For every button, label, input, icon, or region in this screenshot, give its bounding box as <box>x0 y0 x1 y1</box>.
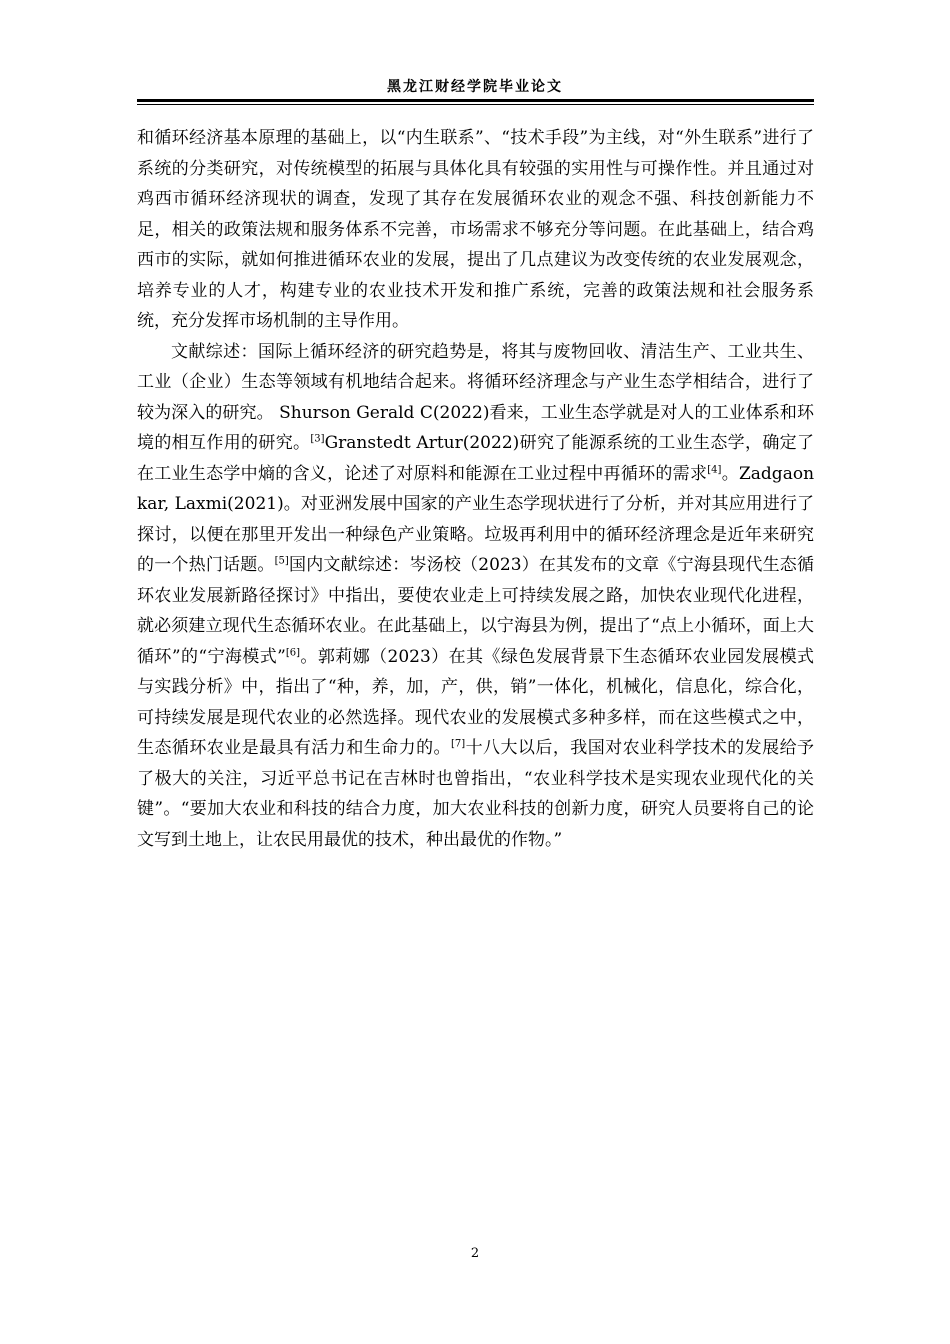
paragraph-2 <box>137 337 814 856</box>
paragraph-1: 和循环经济基本原理的基础上，以“内生联系”、“技术手段”为主线，对“外生联系”进行了系统的分类研究，对传统模型的拓展与具体化具有较强的实用性与可操作性。并且通过对鸡西市循环经济现状的调查，发现了其存在发展循环农业的观念不强、科技创新能力不足，相关的政策法规和服务体系不完善，市场需求不够充分等问题。在此基础上，结合鸡西市的实际，就如何推进循环农业的发展，提出了几点建议为改变传统的农业发展观念，培养专业的人才，构建专业的农业技术开发和推广系统，完善的政策法规和社会服务系统，充分发挥市场机制的主导作用。 <box>137 128 814 331</box>
citation-6: [6] <box>285 646 301 658</box>
header-title: 黑龙江财经学院毕业论文 <box>387 79 563 95</box>
citation-3: [3] <box>310 433 325 445</box>
p2-text-6: 十八大以后，我国对农业科学技术的发展给予了极大的关注，习近平总书记在吉林时也曾指出，“农业科学技术是实现农业现代化的关键”。“要加大农业和科技的结合力度，加大农业科技的创新力度，研究人员要将自己的论文写到土地上，让农民用最优的技术，种出最优的作物。” <box>137 738 815 850</box>
header-rule-thick <box>137 99 814 102</box>
citation-4: [4] <box>707 463 722 475</box>
p2-text-5: 。郭莉娜（2023）在其《绿色发展背景下生态循环农业园发展模式与实践分析》中，指出了“种，养，加，产，供，销”一体化，机械化，信息化，综合化，可持续发展是现代农业的必然选择。现代农业的发展模式多种多样，而在这些模式之中，生态循环农业是最具有活力和生命力的。 <box>137 646 814 758</box>
page-number: 2 <box>470 1246 480 1261</box>
header-rule-thin <box>137 104 814 105</box>
citation-5: [5] <box>274 555 289 567</box>
p2-text-4: 国内文献综述：岑汤校（2023）在其发布的文章《宁海县现代生态循环农业发展新路径探讨》中指出，要使农业走上可持续发展之路，加快农业现代化进程，就必须建立现代生态循环农业。在此基础上，以宁海县为例，提出了“点上小循环，面上大循环”的“宁海模式” <box>137 555 815 667</box>
p2-text-2: Granstedt Artur(2022)研究了能源系统的工业生态学，确定了在工业生态学中熵的含义，论述了对原料和能源在工业过程中再循环的需求 <box>137 433 815 484</box>
p2-text-1: 文献综述：国际上循环经济的研究趋势是，将其与废物回收、清洁生产、工业共生、工业（企业）生态等领域有机地结合起来。将循环经济理念与产业生态学相结合，进行了较为深入的研究。 Shurson Gerald C(2022)看来，工业生态学就是对人的工业体系和环境的相互作用的研究。 <box>137 341 814 453</box>
p2-text-3: 。Zadgaonkar, Laxmi(2021)。对亚洲发展中国家的产业生态学现状进行了分析，并对其应用进行了探讨，以便在那里开发出一种绿色产业策略。垃圾再利用中的循环经济理念是近年来研究的一个热门话题。 <box>137 463 815 575</box>
citation-7: [7] <box>450 738 466 750</box>
document-body <box>137 123 814 855</box>
